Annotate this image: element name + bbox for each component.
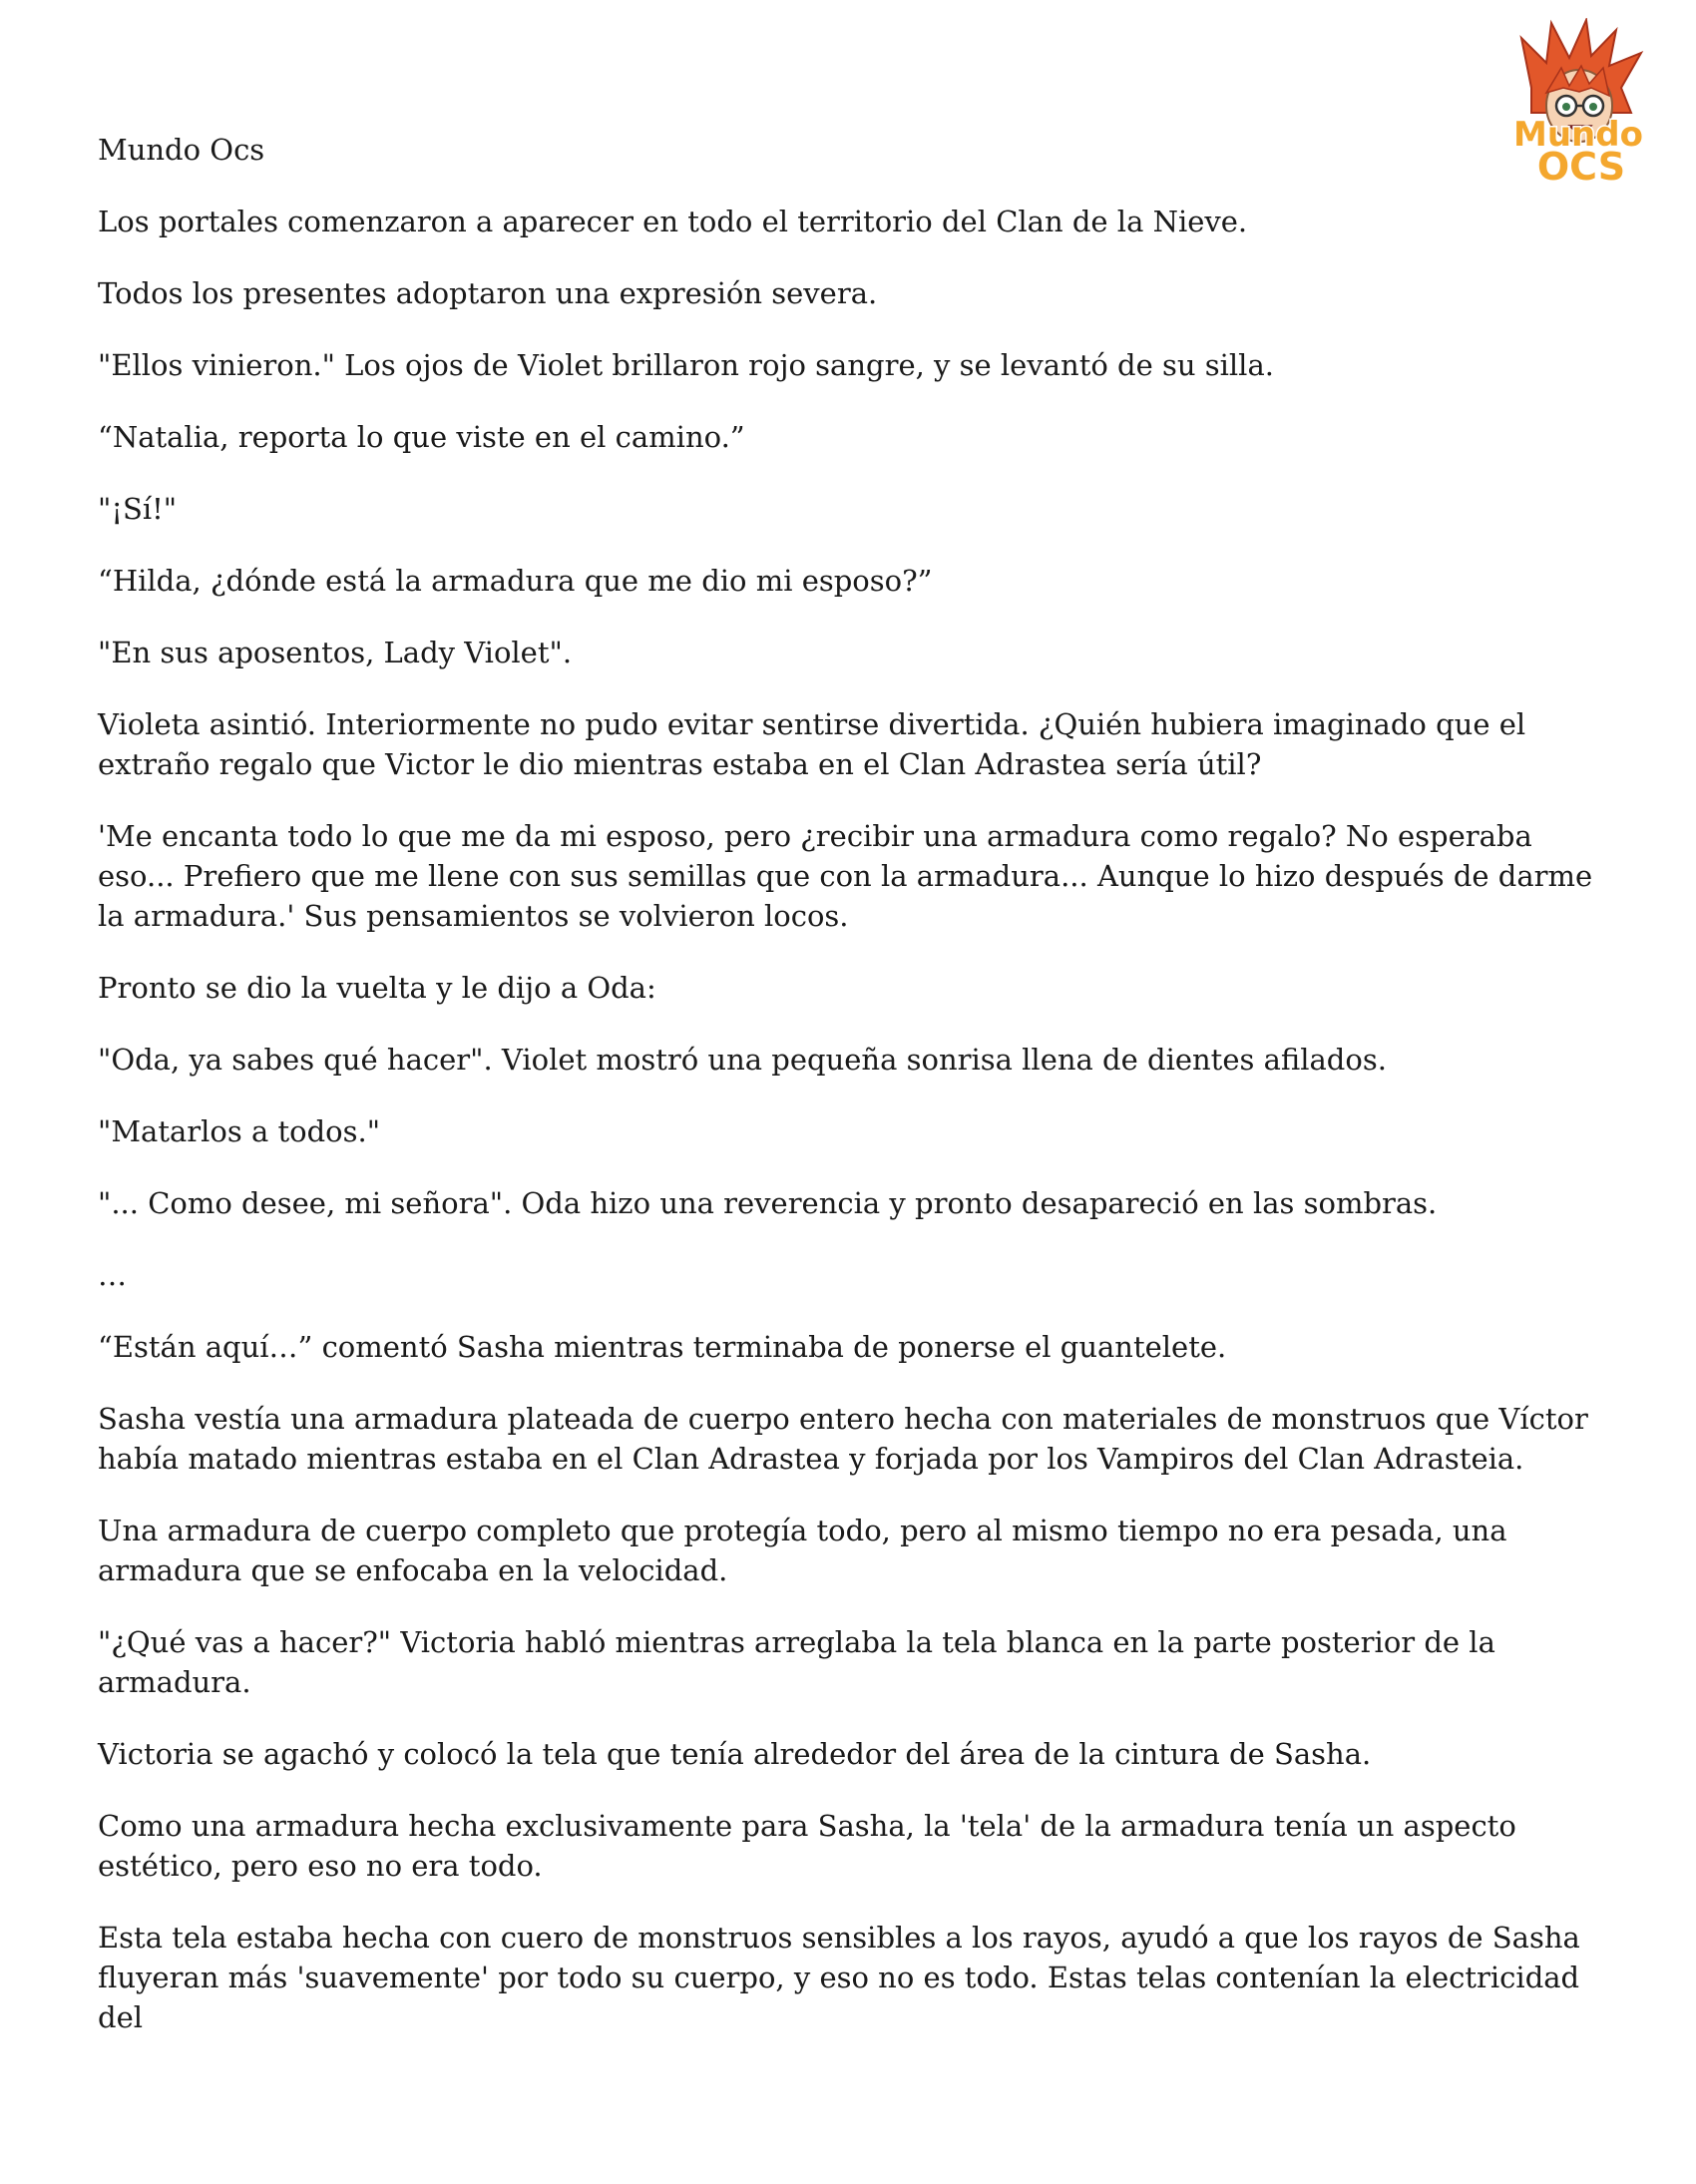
- paragraph: "Matarlos a todos.": [98, 1114, 381, 1148]
- paragraph-ellipsis: …: [98, 1258, 127, 1292]
- logo-text-top: Mundo: [1513, 115, 1643, 155]
- paragraph: “Están aquí…” comentó Sasha mientras terminaba de ponerse el guantelete.: [98, 1330, 1227, 1364]
- paragraph: “Natalia, reporta lo que viste en el camino.”: [98, 420, 745, 454]
- paragraph: “Hilda, ¿dónde está la armadura que me dio mi esposo?”: [98, 564, 933, 598]
- paragraph: "¡Sí!": [98, 492, 178, 526]
- paragraph: "¿Qué vas a hacer?" Victoria habló mientras arreglaba la tela blanca en la parte posterior de la armadura.: [98, 1625, 1495, 1699]
- paragraph: "Ellos vinieron." Los ojos de Violet brillaron rojo sangre, y se levantó de su silla.: [98, 348, 1274, 382]
- paragraph: Violeta asintió. Interiormente no pudo evitar sentirse divertida. ¿Quién hubiera imaginado que el extraño regalo que Victor le dio mientras estaba en el Clan Adrastea sería útil?: [98, 707, 1526, 781]
- paragraph: 'Me encanta todo lo que me da mi esposo, pero ¿recibir una armadura como regalo? No esperaba eso... Prefiero que me llene con sus semillas que con la armadura... Aunque lo hizo después de darme la armadura.' Sus pensamientos se volvieron locos.: [98, 819, 1593, 933]
- document-title: Mundo Ocs: [98, 133, 265, 167]
- paragraph: Una armadura de cuerpo completo que protegía todo, pero al mismo tiempo no era pesada, una armadura que se enfocaba en la velocidad.: [98, 1514, 1507, 1587]
- paragraph: Todos los presentes adoptaron una expresión severa.: [98, 276, 878, 310]
- paragraph: Pronto se dio la vuelta y le dijo a Oda:: [98, 971, 656, 1005]
- paragraph: Sasha vestía una armadura plateada de cuerpo entero hecha con materiales de monstruos que Víctor había matado mientras estaba en el Clan Adrastea y forjada por los Vampiros del Clan Adrasteia.: [98, 1402, 1588, 1476]
- paragraph: "En sus aposentos, Lady Violet".: [98, 636, 573, 669]
- document-body: [98, 130, 1614, 2069]
- paragraph: Victoria se agachó y colocó la tela que tenía alrededor del área de la cintura de Sasha.: [98, 1737, 1372, 1771]
- logo-text-bottom: OCS: [1536, 145, 1626, 188]
- paragraph: "Oda, ya sabes qué hacer". Violet mostró una pequeña sonrisa llena de dientes afilados.: [98, 1043, 1387, 1077]
- paragraph: "... Como desee, mi señora". Oda hizo una reverencia y pronto desapareció en las sombras.: [98, 1186, 1438, 1220]
- paragraph: Como una armadura hecha exclusivamente para Sasha, la 'tela' de la armadura tenía un aspecto estético, pero eso no era todo.: [98, 1809, 1516, 1883]
- paragraph: Los portales comenzaron a aparecer en todo el territorio del Clan de la Nieve.: [98, 205, 1248, 238]
- paragraph: Esta tela estaba hecha con cuero de monstruos sensibles a los rayos, ayudó a que los rayos de Sasha fluyeran más 'suavemente' por todo su cuerpo, y eso no es todo. Estas telas contenían la electricidad del: [98, 1921, 1580, 2034]
